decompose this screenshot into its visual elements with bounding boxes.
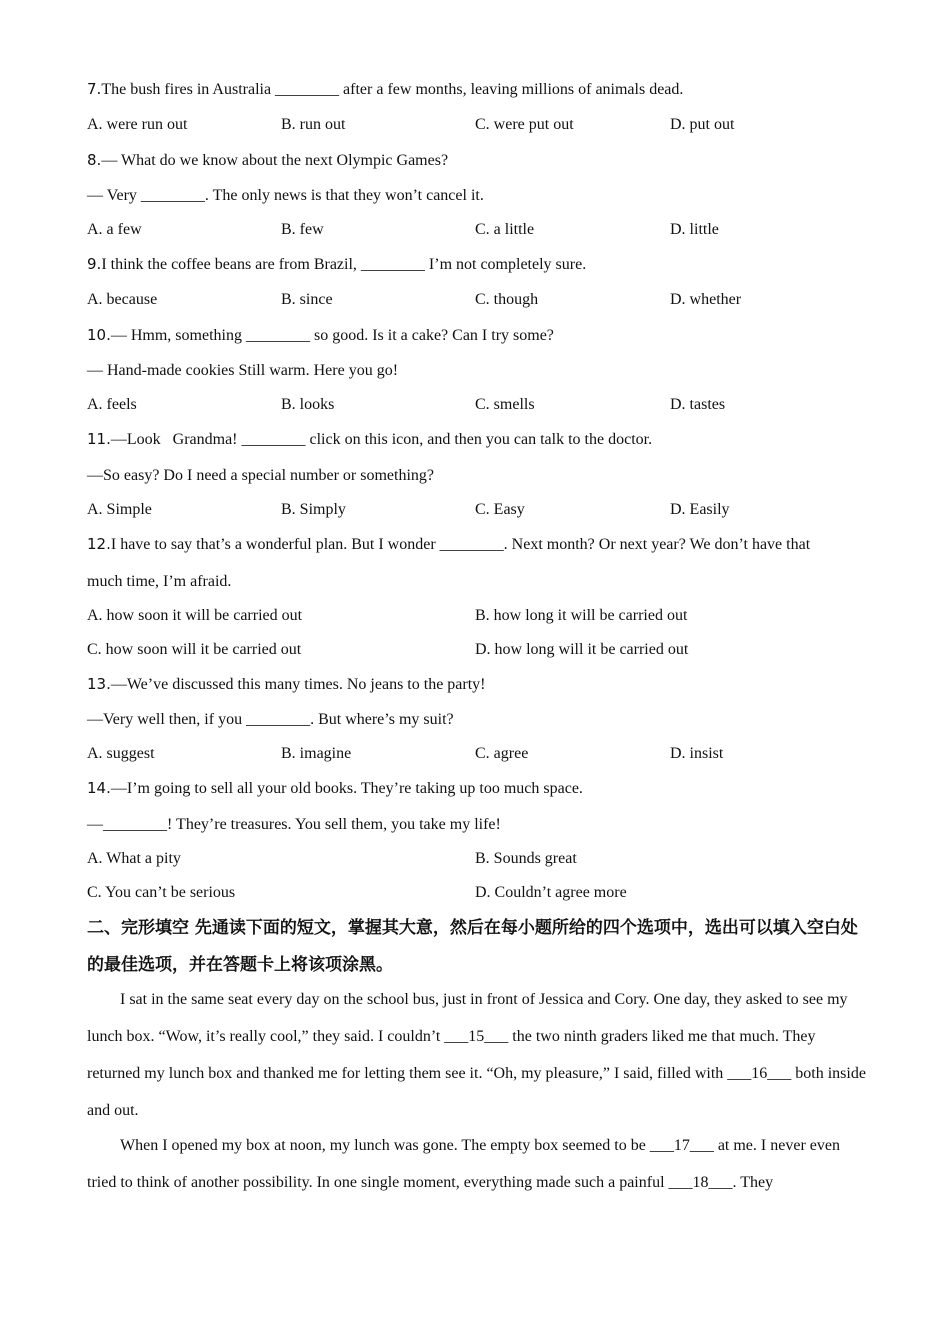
question-10-options — [87, 396, 867, 418]
option-c[interactable]: C. a little — [475, 221, 535, 238]
option-b[interactable]: B. since — [281, 291, 333, 308]
question-11-stem — [87, 430, 652, 449]
question-9-options — [87, 291, 867, 313]
question-8-stem-2: — Very ________. The only news is that they won’t cancel it. — [87, 187, 484, 204]
option-b[interactable]: B. how long it will be carried out — [475, 607, 688, 624]
question-8-stem — [87, 151, 448, 170]
passage-text: the two ninth graders liked me that much. They returned my lunch box and thanked me for letting them see it. “Oh, my pleasure,” I said, filled with — [87, 1028, 816, 1082]
option-a[interactable]: A. a few — [87, 221, 142, 238]
question-number: 8. — [87, 151, 102, 169]
question-10-stem — [87, 326, 554, 345]
question-number: 13. — [87, 675, 111, 693]
option-c[interactable]: C. Easy — [475, 501, 525, 518]
option-c[interactable]: C. You can’t be serious — [87, 884, 236, 901]
option-a[interactable]: A. Simple — [87, 501, 152, 518]
question-text: I think the coffee beans are from Brazil, ________ I’m not completely sure. — [101, 256, 587, 273]
option-b[interactable]: B. imagine — [281, 745, 352, 762]
option-a[interactable]: A. were run out — [87, 116, 188, 133]
option-c[interactable]: C. how soon will it be carried out — [87, 641, 302, 658]
question-7-stem — [87, 80, 683, 99]
question-11-stem-2: —So easy? Do I need a special number or something? — [87, 467, 435, 484]
cloze-paragraph-2 — [87, 1127, 867, 1201]
option-d[interactable]: D. whether — [670, 291, 742, 308]
question-13-options — [87, 745, 867, 767]
option-d[interactable]: D. how long will it be carried out — [475, 641, 689, 658]
question-14-stem-2: —________! They’re treasures. You sell them, you take my life! — [87, 816, 501, 833]
passage-text: both inside and out. — [87, 1065, 866, 1119]
blank-15: ___15___ — [444, 1028, 509, 1045]
question-text: I have to say that’s a wonderful plan. But I wonder ________. Next month? Or next year? We don’t have that — [110, 536, 811, 553]
option-d[interactable]: D. little — [670, 221, 719, 238]
option-a[interactable]: A. feels — [87, 396, 137, 413]
option-d[interactable]: D. Couldn’t agree more — [475, 884, 627, 901]
option-d[interactable]: D. put out — [670, 116, 735, 133]
question-8-options — [87, 221, 867, 243]
question-number: 14. — [87, 779, 111, 797]
option-b[interactable]: B. Sounds great — [475, 850, 577, 867]
option-d[interactable]: D. insist — [670, 745, 724, 762]
option-a[interactable]: A. What a pity — [87, 850, 181, 867]
question-number: 7. — [87, 80, 102, 98]
passage-text: at me. I never even tried to think of another possibility. In one single moment, everything made such a painful — [87, 1137, 840, 1191]
section-heading: 二、完形填空 先通读下面的短文，掌握其大意，然后在每小题所给的四个选项中，选出可以填入空白处的最佳选项，并在答题卡上将该项涂黑。 — [87, 918, 858, 975]
question-text: The bush fires in Australia ________ after a few months, leaving millions of animals dead. — [101, 81, 684, 98]
passage-text: I sat in the same seat every day on the school bus, just in front of Jessica and Cory. One day, they asked to see my lunch box. “Wow, it’s really cool,” they said. I couldn’t — [87, 991, 848, 1045]
question-text: — Hmm, something ________ so good. Is it a cake? Can I try some? — [110, 327, 554, 344]
question-14-options-row-2 — [87, 884, 867, 906]
question-13-stem-2: —Very well then, if you ________. But where’s my suit? — [87, 711, 454, 728]
cloze-paragraph-1 — [87, 981, 867, 1129]
question-7-options — [87, 116, 867, 138]
question-12-stem — [87, 535, 810, 554]
question-number: 9. — [87, 255, 102, 273]
option-d[interactable]: D. tastes — [670, 396, 726, 413]
option-d[interactable]: D. Easily — [670, 501, 730, 518]
blank-17: ___17___ — [649, 1137, 714, 1154]
option-c[interactable]: C. smells — [475, 396, 535, 413]
passage-text: When I opened my box at noon, my lunch was gone. The empty box seemed to be — [120, 1137, 650, 1154]
blank-16: ___16___ — [727, 1065, 792, 1082]
option-a[interactable]: A. because — [87, 291, 158, 308]
option-b[interactable]: B. looks — [281, 396, 335, 413]
question-14-stem — [87, 779, 583, 798]
option-b[interactable]: B. run out — [281, 116, 346, 133]
question-text: —We’ve discussed this many times. No jeans to the party! — [110, 676, 486, 693]
option-a[interactable]: A. suggest — [87, 745, 155, 762]
question-text: —I’m going to sell all your old books. They’re taking up too much space. — [110, 780, 583, 797]
option-c[interactable]: C. agree — [475, 745, 529, 762]
question-13-stem — [87, 675, 486, 694]
question-11-options — [87, 501, 867, 523]
question-12-stem-2: much time, I’m afraid. — [87, 573, 232, 590]
question-number: 12. — [87, 535, 111, 553]
option-a[interactable]: A. how soon it will be carried out — [87, 607, 303, 624]
question-number: 11. — [87, 430, 111, 448]
question-10-stem-2: — Hand-made cookies Still warm. Here you go! — [87, 362, 399, 379]
question-text: — What do we know about the next Olympic Games? — [101, 152, 449, 169]
question-text: —Look Grandma! ________ click on this icon, and then you can talk to the doctor. — [110, 431, 653, 448]
option-b[interactable]: B. few — [281, 221, 324, 238]
question-12-options-row-2 — [87, 641, 867, 663]
question-9-stem — [87, 255, 586, 274]
question-12-options-row-1 — [87, 607, 867, 629]
question-number: 10. — [87, 326, 111, 344]
option-b[interactable]: B. Simply — [281, 501, 346, 518]
passage-text: . They — [732, 1174, 774, 1191]
option-c[interactable]: C. were put out — [475, 116, 574, 133]
blank-18: ___18___ — [668, 1174, 733, 1191]
option-c[interactable]: C. though — [475, 291, 539, 308]
question-14-options-row-1 — [87, 850, 867, 872]
